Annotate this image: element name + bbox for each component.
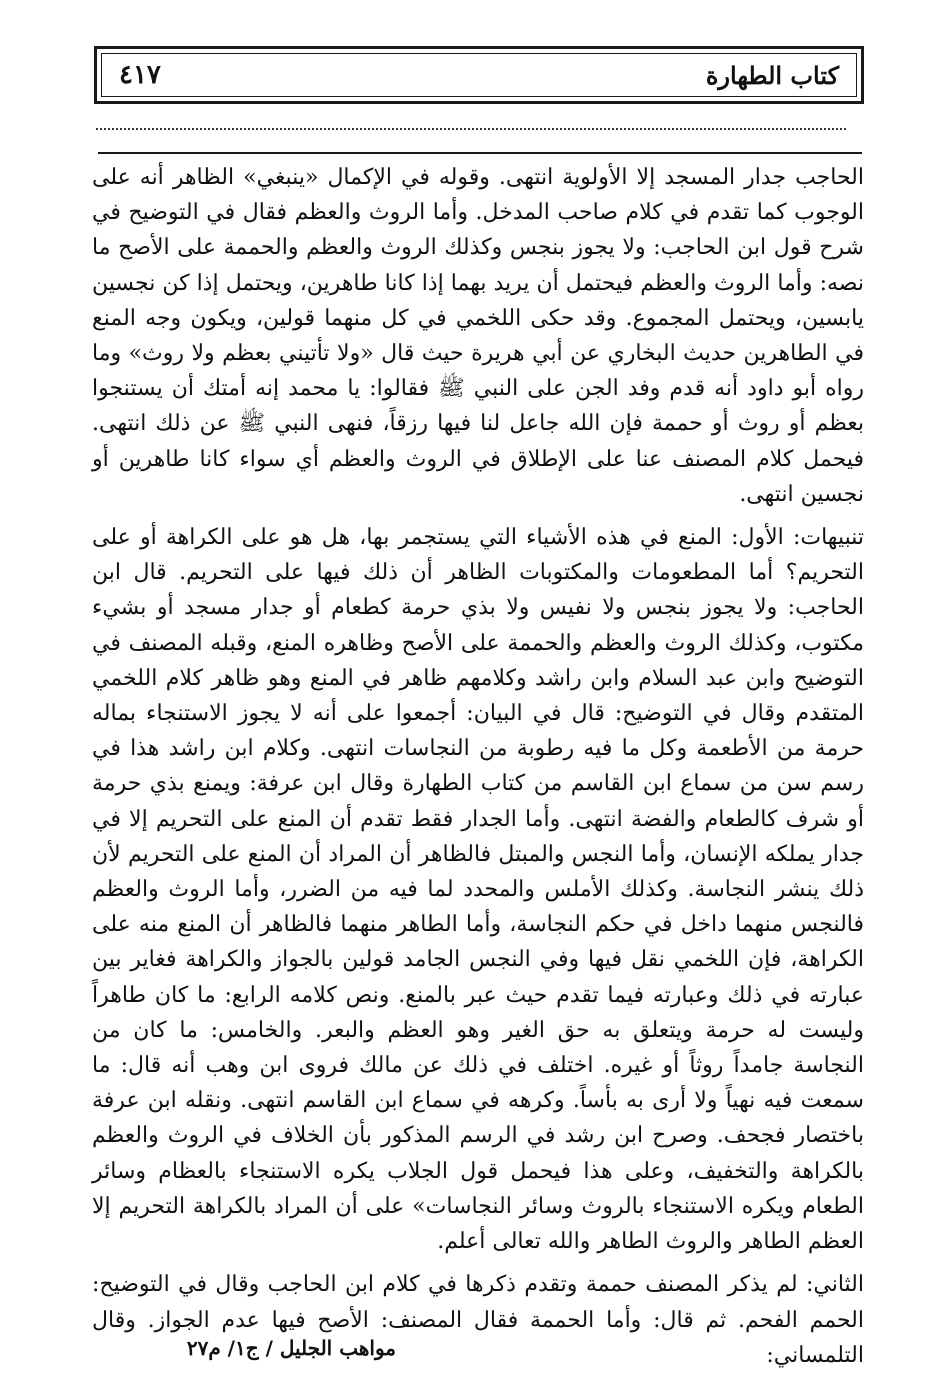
header-rule (98, 152, 862, 154)
dotted-separator (96, 116, 846, 130)
page-number: ٤١٧ (119, 60, 161, 90)
footer-reference: مواهب الجليل / ج١/ م٢٧ (186, 1336, 396, 1360)
paragraph-3: الثاني: لم يذكر المصنف حممة وتقدم ذكرها في كلام ابن الحاجب وقال في التوضيح: الحمم الفحم. ثم قال: وأما الحممة فقال المصنف: الأصح فيها عدم الجواز. وقال التلمساني: (92, 1272, 864, 1368)
book-title: كتاب الطهارة (705, 60, 839, 90)
paragraph-1: الحاجب جدار المسجد إلا الأولوية انتهى. وقوله في الإكمال «ينبغي» الظاهر أنه على الوجوب كما تقدم في كلام صاحب المدخل. وأما الروث والعظم فقال في التوضيح في شرح قول ابن الحاجب: ولا يجوز بنجس وكذلك الروث والعظم والحممة على الأصح ما نصه: وأما الروث والعظم فيحتمل أن يريد بهما إذا كانا طاهرين، ويحتمل إذا كن نجسين يابسين، ويحتمل المجموع. وقد حكى اللخمي في كل منهما قولين، ويكون وجه المنع في الطاهرين حديث البخاري عن أبي هريرة حيث قال «ولا تأتيني بعظم ولا روث» وما رواه أبو داود أنه قدم وفد الجن على النبي ﷺ فقالوا: يا محمد إنه أمتك أن يستنجوا بعظم أو روث أو حممة فإن الله جاعل لنا فيها رزقاً، فنهى النبي ﷺ عن ذلك انتهى. فيحمل كلام المصنف عنا على الإطلاق في الروث والعظم أي سواء كانا طاهرين أو نجسين انتهى. (92, 165, 864, 507)
running-header (94, 46, 864, 104)
paragraph-2: تنبيهات: الأول: المنع في هذه الأشياء التي يستجمر بها، هل هو على الكراهة أو على التحريم؟ أما المطعومات والمكتوبات الظاهر أن ذلك فيها على التحريم. قال ابن الحاجب: ولا يجوز بنجس ولا نفيس ولا بذي حرمة كطعام أو جدار مسجد أو بشيء مكتوب، وكذلك الروث والعظم والحممة على الأصح وظاهره المنع، وقبله المصنف في التوضيح وابن عبد السلام وابن راشد وكلامهم ظاهر في المنع وهو ظاهر كلام اللخمي المتقدم وقال في التوضيح: قال في البيان: أجمعوا على أنه لا يجوز الاستنجاء بماله حرمة من الأطعمة وكل ما فيه رطوبة من النجاسات انتهى. وكلام ابن راشد هذا في رسم سن من سماع ابن القاسم من كتاب الطهارة وقال ابن عرفة: ويمنع بذي حرمة أو شرف كالطعام والفضة انتهى. وأما الجدار فقط تقدم أن المنع على التحريم إلا في جدار يملكه الإنسان، وأما النجس والمبتل فالظاهر أن المراد أن المنع على التحريم لأن ذلك ينشر النجاسة. وكذلك الأملس والمحدد لما فيه من الضرر، وأما الروث والعظم فالنجس منهما داخل في حكم النجاسة، وأما الطاهر منهما فالظاهر أن المنع منه على الكراهة، فإن اللخمي نقل فيها وفي النجس الجامد قولين بالجواز والكراهة فغاير بين عبارته في ذلك وعبارته فيما تقدم حيث عبر بالمنع. ونص كلامه الرابع: ما كان طاهراً وليست له حرمة ويتعلق به حق الغير وهو العظم والبعر. والخامس: ما كان من النجاسة جامداً روثاً أو غيره. اختلف في ذلك عن مالك فروى ابن وهب أنه قال: ما سمعت فيه نهياً ولا أرى به بأساً. وكرهه في سماع ابن القاسم انتهى. ونقله ابن عرفة باختصار فجحف. وصرح ابن رشد في الرسم المذكور بأن الخلاف في الروث والعظم بالكراهة والتخفيف، وعلى هذا فيحمل قول الجلاب يكره الاستنجاء بالعظام وسائر الطعام ويكره الاستنجاء بالروث وسائر النجاسات» على أن المراد بالكراهة التحريم إلا العظم الطاهر والروث الطاهر والله تعالى أعلم. (92, 525, 864, 1255)
